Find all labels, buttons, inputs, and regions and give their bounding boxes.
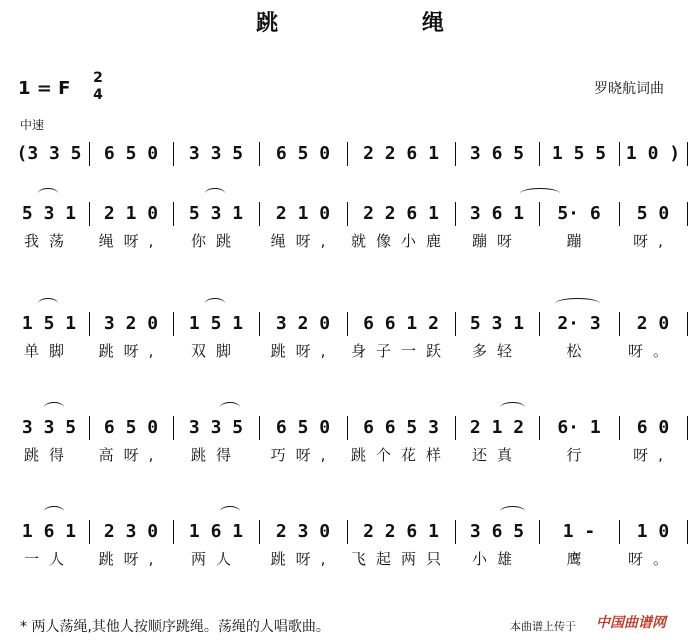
line-notes [0,414,700,444]
lyric-syllables: 呀。 [627,550,678,568]
barline [619,202,620,226]
measure: 5 3 1 [188,202,244,224]
time-signature [88,70,108,104]
barline [619,142,620,166]
slur-mark [44,506,64,517]
barline [539,520,540,544]
lyric-syllables: 鹰 [566,550,592,568]
measure: 3 3 5 [188,416,244,438]
lyric-syllables: 绳呀, [98,232,164,250]
lyric-syllables: 就像小鹿 [350,232,451,250]
lyric-syllables: 我荡 [23,232,74,250]
line-notes [0,518,700,548]
slur-mark [44,402,64,413]
lyric-syllables: 身子一跃 [350,342,451,360]
lyrics-line [0,444,700,464]
tempo-marking: 中速 [20,118,45,132]
slur-mark [500,506,525,517]
barline [347,520,348,544]
measure: 3 2 0 [103,312,159,334]
measure: 5· 6 [557,202,601,224]
line-notes [0,310,700,340]
lyric-syllables: 单脚 [23,342,74,360]
lyric-syllables: 小雄 [471,550,522,568]
lyric-syllables: 绳呀, [270,232,336,250]
lyric-syllables: 还真 [471,446,522,464]
line-notes [0,200,700,230]
slur-mark [205,298,225,309]
barline [687,416,688,440]
barline [455,312,456,336]
measure: 6 5 0 [103,142,159,164]
slur-mark [555,298,600,309]
lyric-syllables: 跳呀, [98,550,164,568]
lyric-syllables: 跳呀, [98,342,164,360]
measure: 2 2 6 1 [363,202,439,224]
measure: 2 1 2 [469,416,525,438]
barline [259,312,260,336]
lyrics-line [0,340,700,360]
measure: 1 6 1 [21,520,77,542]
barline [259,202,260,226]
lyric-syllables: 跳得 [23,446,74,464]
lyrics-line [0,230,700,250]
measure: 1 5 1 [21,312,77,334]
measure: 2 1 0 [275,202,331,224]
slur-mark [520,188,560,199]
barline [619,312,620,336]
barline [89,142,90,166]
measure: 2 2 6 1 [363,520,439,542]
lyric-syllables: 你跳 [190,232,241,250]
measure: 2 2 6 1 [363,142,439,164]
lyric-syllables: 呀。 [627,342,678,360]
barline [173,142,174,166]
measure: 1 5 5 [551,142,607,164]
lyric-syllables: 巧呀, [270,446,336,464]
barline [687,312,688,336]
barline [539,202,540,226]
measure: 2 0 [636,312,670,334]
measure: 6 6 5 3 [363,416,439,438]
barline [687,520,688,544]
lyric-syllables: 跳个花样 [350,446,451,464]
barline [619,520,620,544]
measure: 2 3 0 [103,520,159,542]
measure: 2 3 0 [275,520,331,542]
lyric-syllables: 跳得 [190,446,241,464]
meter-top: 2 [93,70,103,86]
barline [455,416,456,440]
measure: 3 6 1 [469,202,525,224]
barline [687,142,688,166]
meter-bottom: 4 [93,87,103,103]
barline [455,142,456,166]
measure: 1 0 ) [625,142,681,164]
lyrics-line [0,548,700,568]
measure: 6 5 0 [275,416,331,438]
measure: 6 5 0 [103,416,159,438]
lyric-syllables: 松 [566,342,592,360]
barline [173,520,174,544]
key-signature: 1 = F [18,78,71,99]
barline [619,416,620,440]
measure: 6 5 0 [275,142,331,164]
measure: 3 6 5 [469,520,525,542]
measure: 3 3 5 [188,142,244,164]
footnote: * 两人荡绳,其他人按顺序跳绳。荡绳的人唱歌曲。 [20,619,330,635]
measure: 3 6 5 [469,142,525,164]
measure: 3 3 5 [21,416,77,438]
measure: 1 6 1 [188,520,244,542]
lyric-syllables: 多轻 [471,342,522,360]
song-title: 跳 绳 [256,11,512,36]
barline [89,312,90,336]
measure: 6· 1 [557,416,601,438]
barline [539,416,540,440]
barline [455,202,456,226]
lyric-syllables: 呀, [633,446,673,464]
barline [173,416,174,440]
barline [455,520,456,544]
measure: 3 2 0 [275,312,331,334]
lyric-syllables: 双脚 [190,342,241,360]
slur-mark [38,298,58,309]
measure: 2· 3 [557,312,601,334]
barline [259,142,260,166]
lyric-syllables: 蹦 [566,232,592,250]
slur-mark [220,506,240,517]
measure: 5 3 1 [469,312,525,334]
slur-mark [500,402,525,413]
barline [347,142,348,166]
barline [259,520,260,544]
measure: (3 3 5 [16,142,82,164]
measure: 6 0 [636,416,670,438]
barline [89,202,90,226]
barline [687,202,688,226]
measure: 5 3 1 [21,202,77,224]
lyric-syllables: 蹦呀 [471,232,522,250]
lyric-syllables: 跳呀, [270,342,336,360]
barline [347,202,348,226]
barline [173,202,174,226]
upload-note: 本曲谱上传于 [510,620,576,633]
barline [173,312,174,336]
lyric-syllables: 一人 [23,550,74,568]
composer-credit: 罗晓航词曲 [594,81,664,97]
lyric-syllables: 跳呀, [270,550,336,568]
barline [89,520,90,544]
measure: 1 0 [636,520,670,542]
barline [347,416,348,440]
intro-notes [0,140,700,170]
barline [89,416,90,440]
lyric-syllables: 呀, [633,232,673,250]
measure: 1 - [562,520,596,542]
lyric-syllables: 飞起两只 [350,550,451,568]
lyric-syllables: 两人 [190,550,241,568]
slur-mark [205,188,225,199]
barline [347,312,348,336]
slur-mark [220,402,240,413]
lyric-syllables: 行 [566,446,592,464]
measure: 6 6 1 2 [363,312,439,334]
measure: 5 0 [636,202,670,224]
barline [539,312,540,336]
lyric-syllables: 高呀, [98,446,164,464]
measure: 1 5 1 [188,312,244,334]
site-logo: 中国曲谱网 [596,615,666,631]
slur-mark [38,188,58,199]
measure: 2 1 0 [103,202,159,224]
barline [539,142,540,166]
barline [259,416,260,440]
